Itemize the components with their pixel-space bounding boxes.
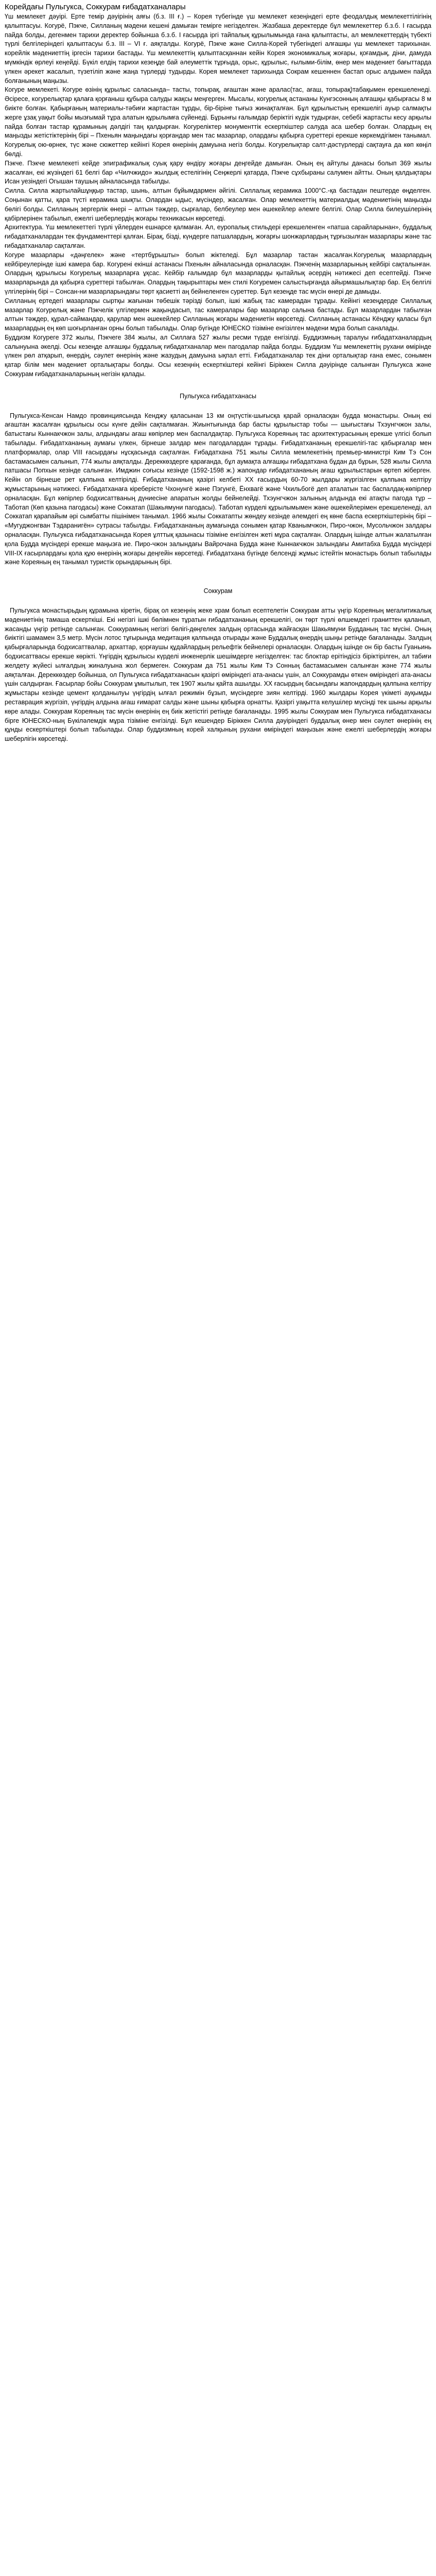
section-paragraph-bulguksa: Пульгукса-Кенсан Намдо провинциясында Кенджу қаласынан 13 км оңтүстік-шығысқа қарай орналасқан будда монастыры. Оның екі ағаштан жасалған құрылысы осы күнге дейін сақталмаған. Жиынтығында бар басты құрылыстар тобы — шығыстағы Тхэунгчжон залы, батыстағы Кыннакчжон залы, алдындағы ағаш көпірлер мен баспалдақтар. Пульгукса Кореяның тас архитектурасының ерекше үлгісі болып табылады. Ғибадатхананың аумағы үлкен, бірнеше залдар мен пагодалардан тұрады. Ғибадатхананың ерекшелігі-тас қабырғалар мен платформалар, олар VIII ғасырдағы нұсқасында сақталған. Ғибадатхана 751 жылы Силла мемлекетінің премьер-министрі Ким Тэ Сон бастамасымен салынып, 774 жылы аяқталды. Дереккөздерге қарағанда, бұл аумақта алғашқы ғибадатхана бұдан да бұрын, 528 жылы Силла патшасы Попхын кезінде салынған. Имджин соғысы кезінде (1592-1598 ж.) жапондар ғибадатхананың ағаш құрылыстарын өртеп жіберген. Кейін ол бірнеше рет қалпына келтірілді. Ғибадатхананың қазіргі келбеті XX ғасырдың 60-70 жылдары жүргізілген қалпына келтіру жұмыстарының нәтижесі. Ғибадатханаға кіреберісте Чхонунгё және Пэгунгё, Ёнхвагё және Чхильбогё деп аталатын тас баспалдақ-көпірлер орналасқан. Бұл көпірлер бодхисаттваның дүниесіне апаратын жолды бейнелейді. Тхэунгчжон залының алдында екі атақты пагода тұр – Таботап (Көп қазына пагодасы) және Соккатап (Шакьямуни пагодасы). Таботап күрделі құрылымымен және әшекейлерімен ерекшеленеді, ал Соккатап қарапайым әрі сымбатты пішінімен танымал. 1966 жылы Соккатапты жөндеу кезінде әлемдегі ең көне баспа ескерткіштерінің бірі – «Мугуджонгван Тэдаранигён» сутрасы табылды. Ғибадатхананың аумағында сонымен қатар Кванымчжон, Пиро-чжон, Мусольчжон залдары орналасқан. Пульгукса ғибадатханасында Корея ұлттық қазынасы тізіміне енгізілген жеті мұра сақталған. Олардың ішінде алтын жалатылған қола Будда мүсіндері ерекше маңызға ие. Пиро-чжон залындағы Вайрочана Будда және Кыннакчжон залындағы Амитабха Будда мүсіндері VIII-IX ғасырлардағы қола құю өнерінің жоғары деңгейін көрсетеді. Ғибадатхана бүгінде белсенді жұмыс істейтін монастырь болып табылады және Кореяның ең танымал туристік орындарының бірі.: [5, 412, 431, 566]
intro-paragraph-architecture: Үш мемлекет дәуірі. Ерте темір дәуірінің аяғы (б.з. III ғ.) – Корея түбегінде үш мемлекет кезеңіндегі ерте феодалдық мемлекеттілігінің қалыптасуы. Когурё, Пэкче, Силланың мәдени кешені дамыған темірге негізделген. Жазбаша деректерде бұл мемлекеттер б.з.б. I ғасырда пайда болды, дегенмен тарихи деректер бойынша б.з.б. I ғасырда іргі тайпалық құрылымында ғана қалыптасты, ал мемлекеттердің түбекті түрлі белгілеріндегі қалыптасуы б.з. III – VI ғ. аяқталды. Когурё, Пэкче және Силла-Корей түбегіндегі алғашқы үш мемлекет тарихынан. корейлік мәдениеттің іргесін тарихи бастады. Үш мемлекеттің қалыптасқаннан кейін Корея экономикалық жоғары, қоғамдық, діни, дамуда мүмкіндік өрлеуі кеңейді. Бүкіл елдің тарихи кезеңде бай әлеуметтік тұрғыда, орыс, құрылыс, ғылыми-білім, өнер мен мәдениет бағыттарда үлкен әрекет жасалып, түзетіліп және жаңа түрлерді тудырды. Корея мемлекет тарихында Сокрам кешеннен бастап орыс алдымен пайда болғанының маңызы.: [5, 13, 431, 84]
intro-paragraph-tombs: Когуре мазарлары «дәңгелек» және «тертбұрышты» болып жіктеледі. Бұл мазарлар тастан жасалған.Когурелық мазарлардың кейбіреулерінде ішкі камера бар. Когурені екінші астанасы Пхеньян айналасында орналасқан. Пэкченің мазарларының кейбірі сақталынған. Олардың құрылысы Когурелық мазарларға ұқсас. Кейбір ғалымдар бұл мазарларды қытайлық әсердің нәтижесі деп есептейді. Пэкче мазарларында да қабырға суреттері табылған. Олардың тақырыптары мен стилі Когуремен салыстырғанда айырмашылықтар бар. Ең белгілі үлгілерінің бірі – Сонсан-ни мазарларындағы төрт қасиетті аң бейнеленген суреттер. Бұл кезеңде тас мүсін өнері де дамыды.: [5, 251, 431, 295]
intro-paragraph-silla-tombs: Силланың ертедегі мазарлары сыртқы жағынан төбешік тәрізді болып, ішкі жабық тас камерадан тұрады. Кейінгі кезеңдерде Силлалық мазарлар Когурелық және Пэкчелік үлгілермен жақындасып, тас камералары бар мазарлар салына бастады. Бұл мазарлардан табылған алтын тәждер, құрал-саймандар, қарулар мен әшекейлер Силланың жоғары мәдениетін көрсетеді. Силланың астанасы Кёнджу қаласы бұл мазарлардың ең көп шоғырланған орны болып табылады. Олар бүгінде ЮНЕСКО тізіміне енгізілген мәдени мұра болып саналады.: [5, 297, 431, 332]
section-heading-seokguram: Соккурам: [203, 587, 233, 595]
intro-paragraph-buddhism: Буддизм Когуреге 372 жылы, Пэкчеге 384 жылы, ал Силлаға 527 жылы ресми түрде енгізілді. Буддизмның таралуы ғибадатханалардың салынуына әкелді. Осы кезеңде алғашқы буддалық ғибадатханалар мен пагодалар пайда болды. Буддизм Үш мемлекеттің рухани өмірінде үлкен рөл атқарып, өнердің, сәулет өнерінің және жазудың дамуына ықпал етті. Ғибадатханалар тек діни орталықтар ғана емес, сонымен қатар білім мен мәдениет орталықтары болды. Осы кезеңнің ескерткіштері кейінгі Біріккен Силла дәуірінде салынған Пульгукса және Соккурам ғибадатханаларының негізін қалады.: [5, 333, 431, 378]
intro-paragraph-architecture-2: Архитектура. Үш мемлекеттегі түрлі үйлерден ешнарсе қалмаған. Ал, еуропалық стильдері ерекшеленген «патша сарайларынан», буддалық ғибадатханалардан тек фундаменттері қалған. Бірақ, бізді, күндерге патшалардың, жоғарғы шонжарлардың тұрғызылған мазарлары және тас ғибадатханалар сақталған.: [5, 224, 431, 249]
section-paragraph-seokguram: Пульгукса монастырьдың құрамына кіретін, бірақ ол кезеңнің жеке храм болып есептелетін Соккурам атты үңгір Кореяның мегалитикалық мәдениетінің тамаша ескерткіші. Екі негізгі ішкі бөлімнен тұратын ғибадатхананың ерекшелігі, он төрт түрлі өлшемдегі граниттен қаланып, жасанды үңгір ретінде салынған. Соккурамның негізгі бөлігі-дөңгелек залдың ортасында жайғасқан Шакьямуни Будданың тас мүсіні. Оның биіктігі шамамен 3,5 метр. Мүсін лотос тұғырында медитация қалпында отырады және Буддалық өнердің шыңы ретінде бағаланады. Залдың қабырғаларында бодхисаттвалар, архаттар, қорғаушы құдайлардың рельефтік бейнелері орналасқан. Олардың ішінде он бір басты Гуаньинь бодхисаттвасы ерекше көрікті. Үңгірдің құрылысы күрделі инженерлік шешімдерге негізделген: тас блоктар ерітіндісіз біріктірілген, ал табиғи желдету жүйесі ылғалдың жиналуына жол бермеген. Соккурам да 751 жылы Ким Тэ Сонның бастамасымен салынған және 774 жылы аяқталған. Дереккөздер бойынша, ол Пульгукса ғибадатханасын қазіргі өміріндегі ата-анасы үшін, ал Соккурамды өткен өміріндегі ата-анасы үшін салдырған. Ғасырлар бойы Соккурам ұмытылып, тек 1907 жылы қайта ашылды. XX ғасырдың басындағы жапондардың қалпына келтіру жұмыстары кезінде цемент қолданылуы үңгірдің ылғал режимін бұзып, мүсіндерге зиян келтірді. 1960 жылдары Корея үкіметі ауқымды реставрация жүргізіп, үңгірдің алдына ағаш ғимарат салды және шыны қабырға орнатты. Қазіргі уақытта келушілер мүсінді тек шыны арқылы көре алады. Соккурам Кореяның тас мүсін өнерінің ең биік жетістігі ретінде бағаланады. 1995 жылы Соккурам мен Пульгукса ғибадатханасы бірге ЮНЕСКО-ның Бүкіләлемдік мұра тізіміне енгізілді. Бұл кешендер Біріккен Силла дәуіріндегі буддалық өнер мен сәулет өнерінің ең құнды ескерткіштері болып табылады. Олар буддизмның корей халқының рухани өміріндегі маңызын және ежелгі шеберлердің жоғары шеберлігін көрсетеді.: [5, 607, 431, 743]
section-heading-bulguksa: Пульгукса ғибадатханасы: [179, 392, 257, 400]
intro-paragraph-silla: Силла. Силла жартылайшұңқыр тастар, шынь, алтын бұйымдармен әйгілі. Силлалық керамика 1000°С.-қа бастадан пештерде өңделген. Соңынан қатты, қара түсті керамика шықты. Олардан ыдыс, мүсіндер, жасалған. Олар мемлекеттің материалдық мәдениетінің маңызды бөлігі болды. Силланың зергерлік өнері – алтын тәждер, сырғалар, белбеулер мен әшекейлер әлемге белгілі. Олар Силла билеушілерінің қабірлерінен табылып, ежелгі шеберлердің жоғары техникасын көрсетеді.: [5, 187, 431, 222]
intro-paragraph-paekche: Пэкче. Пэкче мемлекеті кейде эпиграфикалық суық қару өндіру жоғары деңгейде дамыған. Оның ең айтулы данасы болып 369 жылы жасалған, екі жүзіндегі 61 белгі бар «Чилчжидо» жылдық естелігінің Сеңжерлі қатарда, Пэкче сұхбыраны салумен айтты. Оның қалдықтары Исан уезіндегі Огышан таушың айналасында табылды.: [5, 159, 431, 185]
document-title: Корейдағы Пульгукса, Соккурам ғибадатханалары: [5, 3, 186, 11]
intro-paragraph-koguryo: Когуре мемлекеті. Когуре өзінің құрылыс саласында– тасты, топырақ, ағаштан және аралас(тас, ағаш, топырақ)табақымен ерекшеленеді. Әсіресе, когурелықтар қалаға қорғаныш құбыра салуды жақсы меңгерген. Мысалы, когурелық астананы Кунгэсонның алғашқы қабырғасы 8 м биікте болған. Қабырғаның материалы-тәбиғи жартастан тұрды, бір-біріне тығыз жинақталған. Бұл құрылыстың ерекшелігі ауыр салмақты жерге ұзақ уақыт бойы мызғымай тұра алатын құрылымға сүйенеді. Бұрынғы ғалымдар беріктігі күдік тудырған, себебі жартасты кесу арқылы пайда болған тастар құрамының дәлдігі таң қалдырған. Когуреліктер монументтік ескерткіштер салуда аса шебер болған. Олардың ең маңызды жетістіктерінің бірі – Пхеньян маңындағы қорғандар мен тас мазарлар, олардағы қабырға суреттері ерекше көркемдігімен танымал. Когурелық ою-өрнек, түс және сюжеттер кейінгі Корея өнерінің дамуына негіз болды. Когурелықтар салт-дәстүрлерді сақтауға да көп көңіл бөлді.: [5, 86, 431, 158]
